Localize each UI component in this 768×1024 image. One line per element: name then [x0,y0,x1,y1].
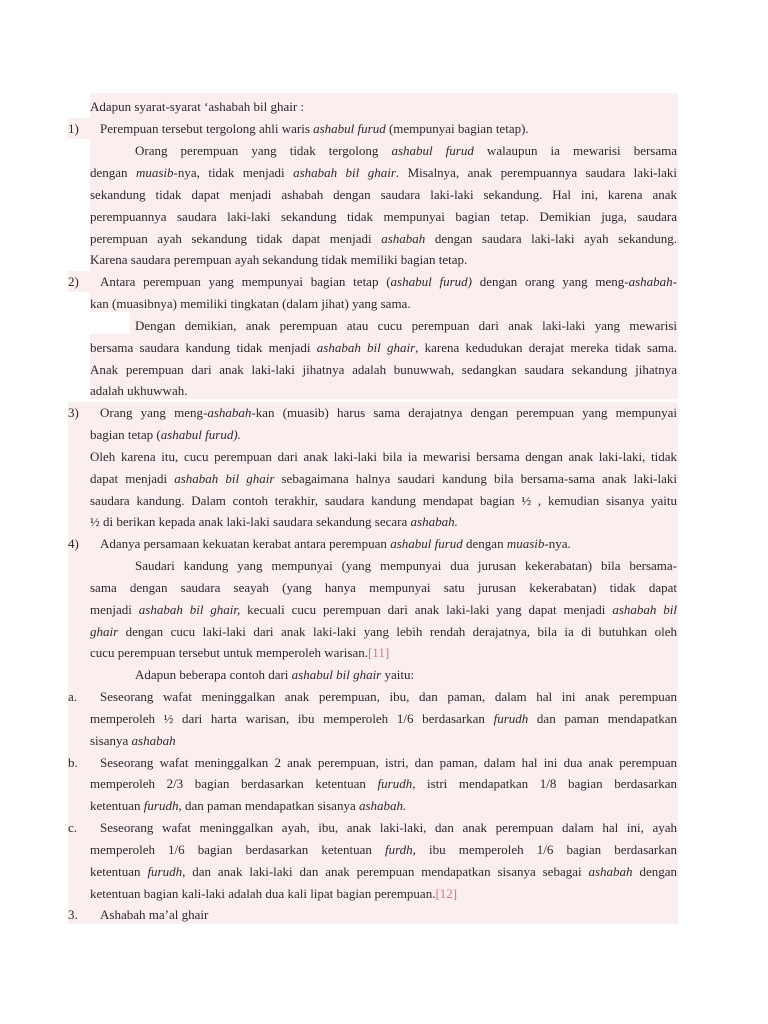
italic-term: ashabah bil [612,602,677,617]
text-line [90,468,677,490]
text-line [135,664,677,686]
text-line [90,861,677,883]
text-run: Karena saudara perempuan ayah sekandung tidak memiliki bagian tetap. [90,252,468,267]
text-run: , dan paman mendapatkan sisanya [178,798,359,813]
text-line [90,380,677,402]
text-line [90,773,677,795]
text-run: (mempunyai bagian tetap). [385,121,529,136]
text-line [90,730,677,752]
text-run: sebagaimana halnya saudari kandung bila bersama-sama anak laki-laki [274,471,677,486]
text-run: ketentuan [90,798,144,813]
text-line [135,555,677,577]
text-run: dengan cucu laki-laki dari anak laki-laki yang lebih rendah derajatnya, bila ia di butuhkan oleh [118,624,677,639]
text-run: , ibu memperoleh 1/6 bagian berdasarkan [412,842,677,857]
text-line [90,599,677,621]
italic-term: ashabul furud [391,143,474,158]
text-run: dengan orang yang meng- [471,274,629,289]
text-run: Perempuan tersebut tergolong ahli waris [100,121,314,136]
text-line [100,904,677,926]
text-line [100,271,677,293]
italic-term: muasib [506,536,545,551]
italic-term: ashabah bil ghair, [138,602,241,617]
italic-term: ashabah [628,274,673,289]
footnote-link[interactable]: [11] [367,645,390,660]
italic-term: ashabah [381,231,426,246]
text-line [90,293,677,315]
text-run: , karena kedudukan derajat mereka tidak sama. [415,340,677,355]
italic-term: ashabul furud) [390,274,472,289]
text-run: cucu perempuan tersebut untuk memperoleh warisan. [90,645,368,660]
list-marker: 2) [68,274,79,289]
text-run: memperoleh ½ dari harta warisan, ibu memperoleh 1/6 berdasarkan [90,711,494,726]
text-run: -nya, tidak menjadi [173,165,294,180]
text-run: Seseorang wafat meninggalkan ayah, ibu, anak laki-laki, dan anak perempuan dalam hal ini, ayah [100,820,677,835]
text-line [90,490,677,512]
text-run: Seseorang wafat meninggalkan 2 anak perempuan, istri, dan paman, dalam hal ini dua anak perempuan [100,755,677,770]
text-run: kecuali cucu perempuan dari anak laki-laki yang dapat menjadi [240,602,613,617]
italic-term: ashabul bil ghair [291,667,382,682]
list-marker: a. [68,689,78,704]
text-run: dengan [462,536,507,551]
text-line [90,839,677,861]
text-line [90,795,677,817]
text-run: -kan (muasib) harus sama derajatnya dengan perempuan yang mempunyai [251,405,677,420]
text-run: Adapun syarat-syarat ‘ashabah bil ghair : [90,99,305,114]
text-run: sekandung tidak dapat menjadi ashabah dengan saudara laki-laki sekandung. Hal ini, karena anak [90,187,677,202]
text-line [100,533,677,555]
text-run: . Misalnya, anak perempuannya saudara laki-laki [395,165,678,180]
italic-term: ashabul furud). [160,427,241,442]
italic-term: ashabah. [410,514,458,529]
text-run: memperoleh 2/3 bagian berdasarkan ketentuan [90,776,378,791]
text-run: Adanya persamaan kekuatan kerabat antara perempuan [100,536,391,551]
text-run: perempuannya saudara laki-laki sekandung tidak mempunyai bagian tetap. Demikian juga, saudara [90,209,677,224]
italic-term: ashabah bil ghair [174,471,275,486]
text-run: sama dengan saudara seayah (yang hanya mempunyai satu jurusan kekerabatan) tidak dapat [90,580,677,595]
text-run: Dengan demikian, anak perempuan atau cucu perempuan dari anak laki-laki yang mewarisi [135,318,677,333]
text-line [90,424,677,446]
text-run: dengan [90,165,136,180]
list-marker: c. [68,820,78,835]
text-run: bersama saudara kandung tidak menjadi [90,340,317,355]
list-marker: b. [68,755,78,770]
italic-term: furudh [493,711,529,726]
text-run: Saudari kandung yang mempunyai (yang mempunyai dua jurusan kekerabatan) bila bersama- [135,558,677,573]
text-run: Ashabah ma’al ghair [100,907,209,922]
text-run: dan anak laki-laki dan anak perempuan mendapatkan sisanya sebagai [185,864,589,879]
text-line [90,511,677,533]
text-line [90,883,677,905]
text-run: menjadi [90,602,139,617]
text-run: Oleh karena itu, cucu perempuan dari anak laki-laki bila ia mewarisi bersama dengan anak laki-laki, tidak [90,449,677,464]
text-line [100,686,677,708]
list-marker: 3) [68,405,79,420]
text-run: memperoleh 1/6 bagian berdasarkan ketentuan [90,842,385,857]
text-line [90,337,677,359]
text-line [90,708,677,730]
text-line [90,184,677,206]
text-line [90,162,677,184]
text-line [100,402,677,424]
text-line [90,249,677,271]
text-run: saudara kandung. Dalam contoh terakhir, saudara kandung mendapat bagian ½ , kemudian sisanya yaitu [90,493,677,508]
italic-term: furdh [384,842,413,857]
text-run: - [672,274,678,289]
italic-term: ghair [90,624,119,639]
italic-term: ashabah [207,405,252,420]
text-run: adalah ukhuwwah. [90,383,188,398]
list-marker: 4) [68,536,79,551]
text-line [90,577,677,599]
text-run: kan (muasibnya) memiliki tingkatan (dalam jihat) yang sama. [90,296,411,311]
italic-term: muasib [135,165,174,180]
text-line [90,621,677,643]
text-run: Antara perempuan yang mempunyai bagian tetap ( [100,274,391,289]
text-run: Seseorang wafat meninggalkan anak perempuan, ibu, dan paman, dalam hal ini anak perempuan [100,689,677,704]
italic-term: ashabah. [358,798,407,813]
text-line [90,228,677,250]
text-run: dan paman mendapatkan [528,711,677,726]
text-line [90,446,677,468]
text-run: yaitu: [381,667,415,682]
text-line [100,118,677,140]
italic-term: ashabah [588,864,633,879]
text-line [135,140,677,162]
text-run: Adapun beberapa contoh dari [135,667,292,682]
text-run: ½ di berikan kepada anak laki-laki saudara sekandung secara [90,514,411,529]
text-run: dengan [632,864,677,879]
text-run: sisanya [90,733,132,748]
text-run: , istri mendapatkan 1/8 bagian berdasarkan [412,776,677,791]
text-line [90,359,677,381]
list-marker: 1) [68,121,79,136]
text-run: perempuan ayah sekandung tidak dapat menjadi [90,231,382,246]
italic-term: ashabah bil ghair [293,165,396,180]
text-line [90,206,677,228]
text-run: bagian tetap ( [90,427,161,442]
text-line [100,752,677,774]
text-run: Orang perempuan yang tidak tergolong [135,143,392,158]
text-run: dengan saudara laki-laki ayah sekandung. [425,231,677,246]
list-marker: 3. [68,907,78,922]
italic-term: ashabul furud [390,536,463,551]
footnote-link[interactable]: [12] [435,886,458,901]
text-line [135,315,677,337]
text-run: -nya. [544,536,571,551]
italic-term: furudh [377,776,413,791]
italic-term: furudh [143,798,179,813]
text-run: Anak perempuan dari anak laki-laki jihatnya adalah bunuwwah, sedangkan saudara sekandung jihatnya [90,362,677,377]
text-line [90,642,677,664]
text-run: Orang yang meng- [100,405,208,420]
text-line [90,96,677,118]
text-run: dapat menjadi [90,471,175,486]
text-line [100,817,677,839]
text-run: walaupun ia mewarisi bersama [473,143,678,158]
italic-term: ashabah [131,733,176,748]
italic-term: furudh, [147,864,186,879]
italic-term: ashabul furud [313,121,386,136]
text-run: ketentuan bagian kali-laki adalah dua kali lipat bagian perempuan. [90,886,436,901]
italic-term: ashabah bil ghair [316,340,416,355]
text-run: ketentuan [90,864,148,879]
